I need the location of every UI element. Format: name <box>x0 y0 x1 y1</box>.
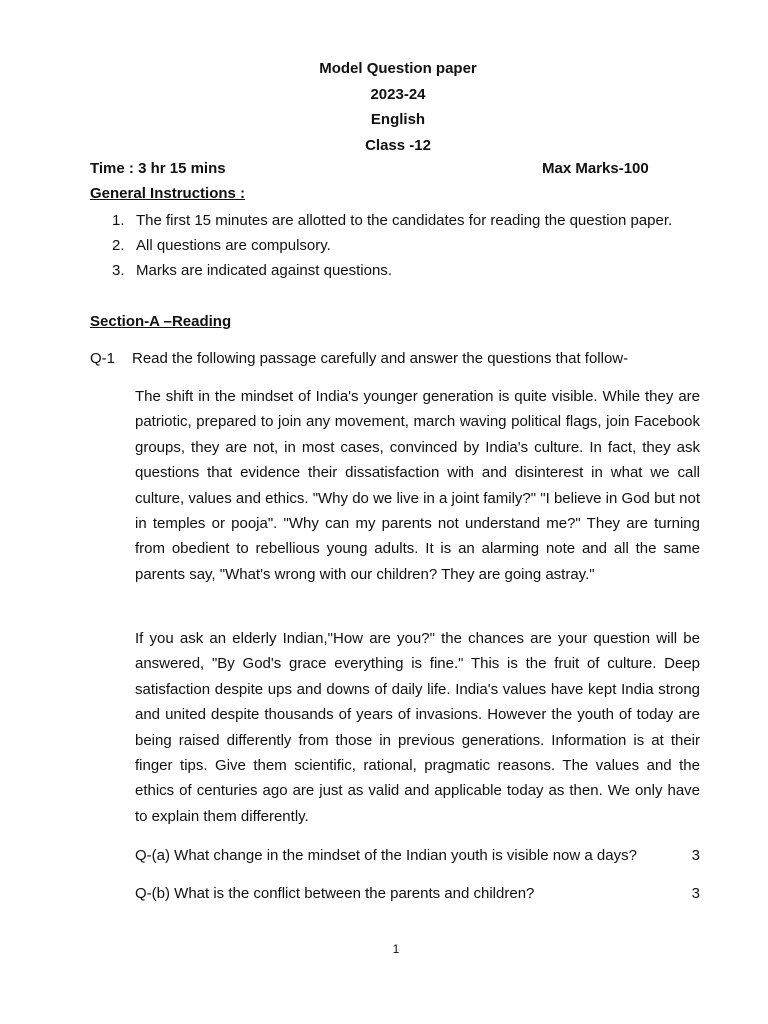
max-marks: Max Marks-100 <box>542 160 649 177</box>
instruction-item <box>90 208 700 233</box>
instruction-item <box>90 258 700 283</box>
passage-paragraph-1: The shift in the mindset of India's younger generation is quite visible. While they are patriotic, prepared to join any movement, march waving political flags, join Facebook groups, they are not, in most cases, convinced by India's culture. In fact, they ask questions that evidence their dissatisfaction with and disinterest in what we call culture, values and ethics. "Why do we live in a joint family?" "I believe in God but not in temples or pooja". "Why can my parents not understand me?" They are turning from obedient to rebellious young adults. It is an alarming note and all the same parents say, "What's wrong with our children? They are going astray." <box>135 388 700 583</box>
instruction-number: 3. <box>112 262 125 279</box>
time-allowed: Time : 3 hr 15 mins <box>90 160 226 177</box>
instruction-number: 2. <box>112 237 125 254</box>
sub-question-text: Q-(b) What is the conflict between the parents and children? <box>135 885 535 902</box>
paper-title: Model Question paper <box>319 60 477 77</box>
paper-year: 2023-24 <box>370 85 426 103</box>
instruction-text: The first 15 minutes are allotted to the candidates for reading the question paper. <box>136 212 673 229</box>
paper-header <box>0 56 768 158</box>
instruction-text: Marks are indicated against questions. <box>136 262 392 279</box>
sub-question-a <box>135 845 700 867</box>
question-number: Q-1 <box>90 350 116 367</box>
general-instructions-heading: General Instructions : <box>90 185 246 202</box>
passage-paragraph-2: If you ask an elderly Indian,"How are you?" the chances are your question will be answered, "By God's grace everything is fine." This is the fruit of culture. Deep satisfaction despite ups and downs of daily life. India's values have kept India strong and united despite thousands of years of invasions. However the youth of today are being raised differently from those in previous generations. Information is at their finger tips. Give them scientific, rational, pragmatic reasons. The values and the ethics of centuries ago are just as valid and applicable today as then. We only have to explain them differently. <box>135 630 700 825</box>
question-text: Read the following passage carefully and answer the questions that follow- <box>132 350 629 367</box>
sub-question-marks: 3 <box>691 885 700 902</box>
paper-class: Class -12 <box>365 136 431 154</box>
instruction-number: 1. <box>112 212 125 229</box>
question-1 <box>90 348 700 370</box>
sub-question-text: Q-(a) What change in the mindset of the Indian youth is visible now a days? <box>135 847 637 864</box>
instructions-list <box>90 208 700 283</box>
paper-subject: English <box>370 111 426 128</box>
section-a-heading: Section-A –Reading <box>90 313 232 330</box>
instruction-text: All questions are compulsory. <box>136 237 331 254</box>
sub-question-b <box>135 883 700 905</box>
sub-question-marks: 3 <box>691 847 700 864</box>
page-number: 1 <box>392 942 400 956</box>
time-marks-row <box>90 158 700 180</box>
instruction-item <box>90 233 700 258</box>
